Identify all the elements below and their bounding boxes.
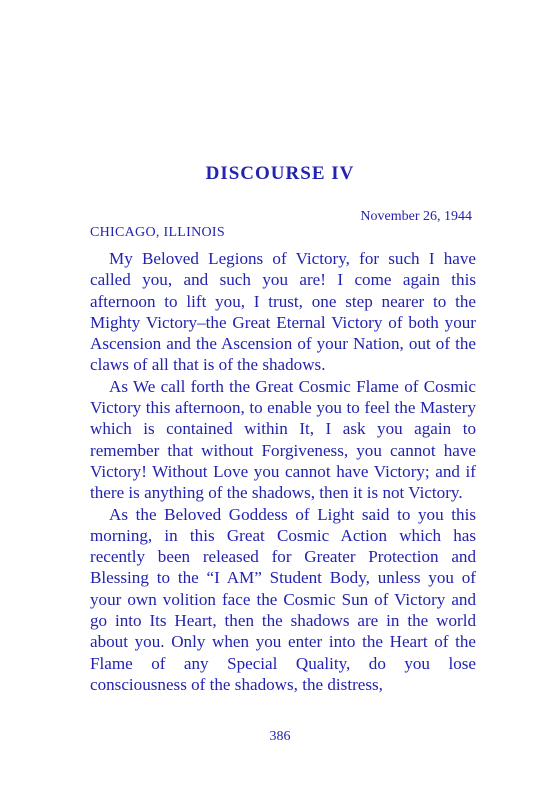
paragraph: As the Beloved Goddess of Light said to you this morning, in this Great Cosmic Action which has recently been released for Greater Protection and Blessing to the “I AM” Student Body, unless you of your own volition face the Cosmic Sun of Victory and go into Its Heart, then the shadows are in the world about you. Only when you enter into the Heart of the Flame of any Special Quality, do you lose consciousness of the shadows, the distress, (90, 504, 476, 694)
discourse-title: DISCOURSE IV (205, 163, 355, 184)
paragraph: My Beloved Legions of Victory, for such I have called you, and such you are! I come again this afternoon to lift you, I trust, one step nearer to the Mighty Victory–the Great Eternal Victory of both your Ascension and the Ascension of your Nation, out of the claws of all that is of the shadows. (90, 249, 476, 375)
paragraph: As We call forth the Great Cosmic Flame of Cosmic Victory this afternoon, to enable you to feel the Mastery which is contained within It, I ask you again to remember that without Forgiveness, you cannot have Victory! Without Love you cannot have Victory; and if there is anything of the shadows, then it is not Victory. (90, 376, 476, 503)
discourse-location: CHICAGO, ILLINOIS (90, 225, 225, 240)
page-number: 386 (269, 729, 291, 744)
discourse-date: November 26, 1944 (360, 209, 472, 224)
discourse-body (90, 248, 476, 695)
